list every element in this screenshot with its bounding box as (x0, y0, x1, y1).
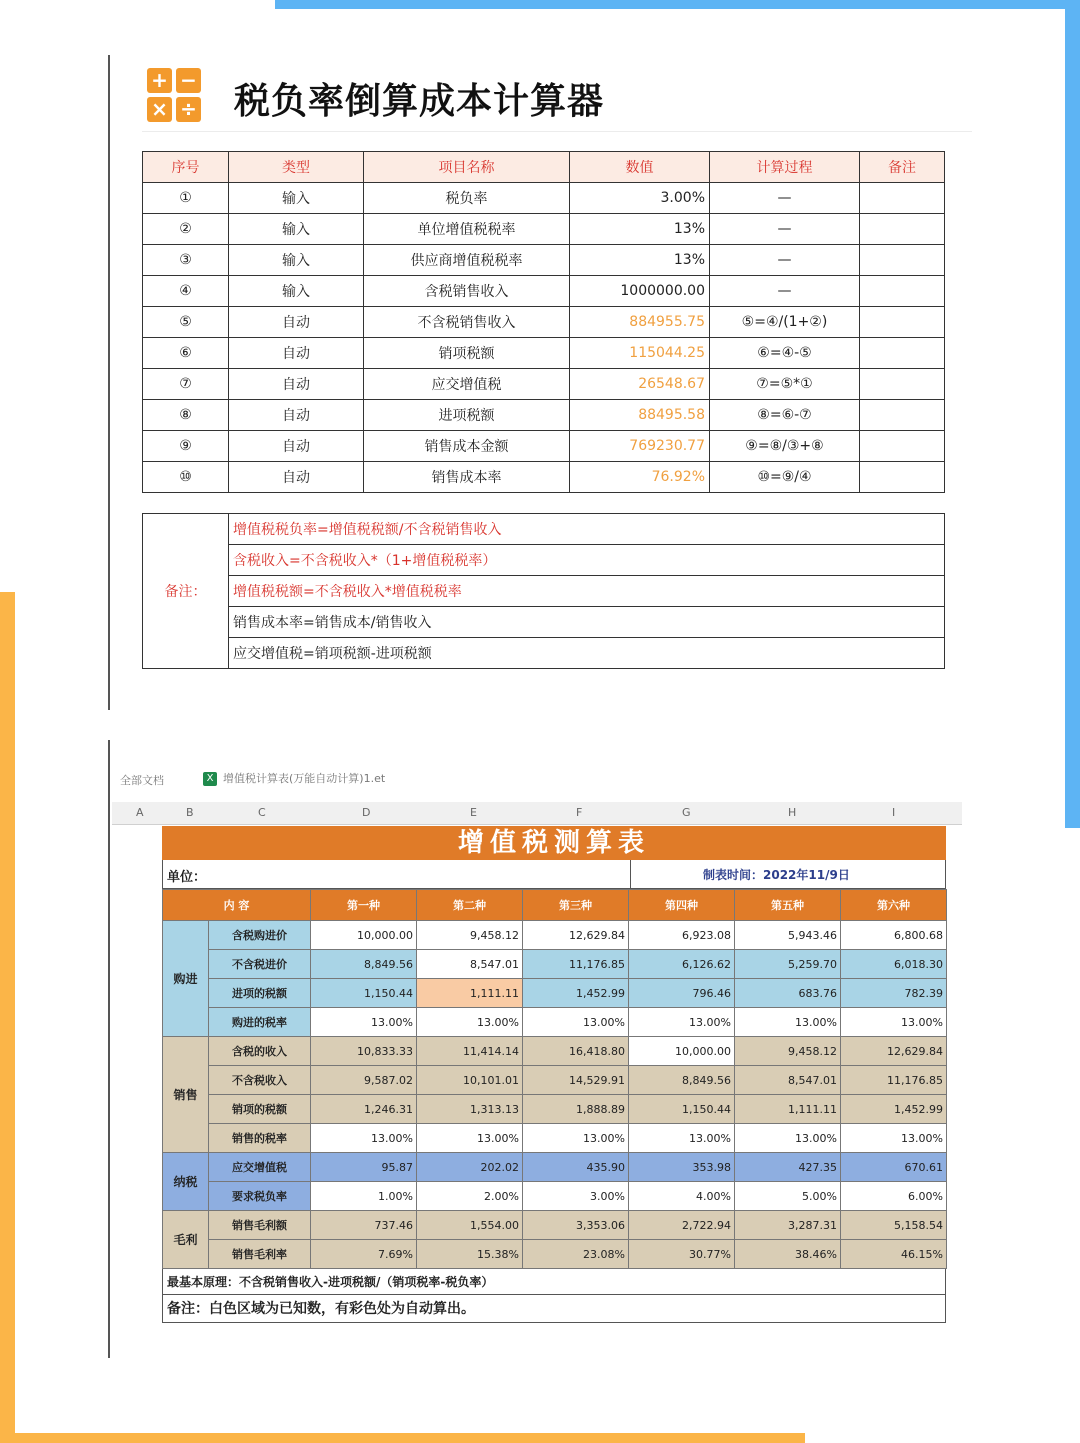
row-name[interactable]: 不含税销售收入 (364, 307, 570, 338)
vat-value-cell[interactable]: 6.00% (841, 1182, 947, 1211)
row-no[interactable]: ⑤ (143, 307, 229, 338)
vat-table (162, 889, 947, 1269)
vat-value-cell[interactable]: 13.00% (523, 1124, 629, 1153)
vat-value-cell[interactable]: 1,111.11 (417, 979, 523, 1008)
row-name[interactable]: 税负率 (364, 183, 570, 214)
row-no[interactable]: ④ (143, 276, 229, 307)
vat-header-cell[interactable]: 第六种 (841, 890, 947, 921)
vat-value-cell[interactable]: 3,353.06 (523, 1211, 629, 1240)
row-note[interactable] (860, 276, 945, 307)
vat-value-cell[interactable]: 1.00% (311, 1182, 417, 1211)
file-name: 增值税计算表(万能自动计算)1.et (223, 772, 386, 785)
row-process[interactable]: ⑦=⑤*① (710, 369, 860, 400)
vat-value-cell[interactable]: 353.98 (629, 1153, 735, 1182)
vat-value-cell[interactable]: 3,287.31 (735, 1211, 841, 1240)
row-note[interactable] (860, 214, 945, 245)
vat-value-cell[interactable]: 8,849.56 (311, 950, 417, 979)
row-value[interactable]: 3.00% (570, 183, 710, 214)
vat-header-cell[interactable]: 第一种 (311, 890, 417, 921)
vat-value-cell[interactable]: 46.15% (841, 1240, 947, 1269)
row-name[interactable]: 销售成本率 (364, 462, 570, 493)
note-item[interactable]: 增值税税负率=增值税税额/不含税销售收入 (229, 514, 945, 545)
row-type[interactable]: 输入 (229, 183, 364, 214)
vat-spreadsheet (108, 740, 962, 1358)
note-item[interactable]: 销售成本率=销售成本/销售收入 (229, 607, 945, 638)
vat-value-cell[interactable]: 5,158.54 (841, 1211, 947, 1240)
row-type[interactable]: 自动 (229, 338, 364, 369)
vat-item-label[interactable]: 应交增值税 (209, 1153, 311, 1182)
vat-value-cell[interactable]: 13.00% (417, 1124, 523, 1153)
vat-value-cell[interactable]: 13.00% (841, 1008, 947, 1037)
vat-value-cell[interactable]: 13.00% (629, 1008, 735, 1037)
row-name[interactable]: 供应商增值税税率 (364, 245, 570, 276)
row-no[interactable]: ⑦ (143, 369, 229, 400)
row-note[interactable] (860, 245, 945, 276)
vat-category[interactable]: 纳税 (163, 1153, 209, 1211)
row-no[interactable]: ① (143, 183, 229, 214)
vat-item-label[interactable]: 不含税收入 (209, 1066, 311, 1095)
row-type[interactable]: 输入 (229, 214, 364, 245)
calculator-header-row (143, 152, 945, 183)
file-tab[interactable] (203, 770, 385, 786)
calculator-row (143, 214, 945, 245)
vat-value-cell[interactable]: 1,452.99 (523, 979, 629, 1008)
vat-category[interactable]: 购进 (163, 921, 209, 1037)
vat-value-cell[interactable]: 1,313.13 (417, 1095, 523, 1124)
header-value: 数值 (570, 152, 710, 183)
header-process: 计算过程 (710, 152, 860, 183)
vat-value-cell[interactable]: 683.76 (735, 979, 841, 1008)
vat-row (163, 1153, 947, 1182)
vat-value-cell[interactable]: 10,101.01 (417, 1066, 523, 1095)
vat-value-cell[interactable]: 8,547.01 (735, 1066, 841, 1095)
row-name[interactable]: 销售成本金额 (364, 431, 570, 462)
note-item[interactable]: 增值税税额=不含税收入*增值税税率 (229, 576, 945, 607)
vat-row (163, 1124, 947, 1153)
vat-row (163, 1037, 947, 1066)
vat-item-label[interactable]: 含税的收入 (209, 1037, 311, 1066)
row-note[interactable] (860, 307, 945, 338)
vat-value-cell[interactable]: 7.69% (311, 1240, 417, 1269)
header-no: 序号 (143, 152, 229, 183)
row-value[interactable]: 884955.75 (570, 307, 710, 338)
row-name[interactable]: 进项税额 (364, 400, 570, 431)
column-header[interactable]: F (576, 806, 583, 819)
vat-value-cell[interactable]: 11,176.85 (523, 950, 629, 979)
note-row (143, 545, 945, 576)
calculator-row (143, 183, 945, 214)
vat-value-cell[interactable]: 38.46% (735, 1240, 841, 1269)
vat-header-row (163, 890, 947, 921)
row-value[interactable]: 13% (570, 245, 710, 276)
unit-row (162, 860, 946, 889)
vat-value-cell[interactable]: 30.77% (629, 1240, 735, 1269)
note-row (143, 576, 945, 607)
vat-category[interactable]: 毛利 (163, 1211, 209, 1269)
vat-item-label[interactable]: 要求税负率 (209, 1182, 311, 1211)
decor-bottom-orange-bar (0, 1433, 805, 1443)
vat-value-cell[interactable]: 737.46 (311, 1211, 417, 1240)
row-type[interactable]: 输入 (229, 245, 364, 276)
vat-value-cell[interactable]: 12,629.84 (841, 1037, 947, 1066)
column-header[interactable]: C (258, 806, 266, 819)
row-process[interactable]: ⑧=⑥-⑦ (710, 400, 860, 431)
row-no[interactable]: ⑧ (143, 400, 229, 431)
row-type[interactable]: 自动 (229, 307, 364, 338)
vat-row (163, 1211, 947, 1240)
row-process[interactable]: ⑤=④/(1+②) (710, 307, 860, 338)
row-no[interactable]: ③ (143, 245, 229, 276)
vat-value-cell[interactable]: 5.00% (735, 1182, 841, 1211)
vat-value-cell[interactable]: 1,246.31 (311, 1095, 417, 1124)
calculator-row (143, 400, 945, 431)
vat-value-cell[interactable]: 9,458.12 (417, 921, 523, 950)
row-value[interactable]: 769230.77 (570, 431, 710, 462)
vat-value-cell[interactable]: 13.00% (629, 1124, 735, 1153)
column-header[interactable]: D (362, 806, 371, 819)
tax-calculator-sheet (108, 55, 972, 710)
vat-value-cell[interactable]: 2.00% (417, 1182, 523, 1211)
row-note[interactable] (860, 462, 945, 493)
vat-value-cell[interactable]: 1,452.99 (841, 1095, 947, 1124)
row-process[interactable]: ⑩=⑨/④ (710, 462, 860, 493)
formula-row[interactable]: 最基本原理：不含税销售收入-进项税额/（销项税率-税负率） (162, 1269, 946, 1295)
vat-value-cell[interactable]: 6,126.62 (629, 950, 735, 979)
calculator-row (143, 245, 945, 276)
vat-value-cell[interactable]: 4.00% (629, 1182, 735, 1211)
row-process[interactable]: — (710, 214, 860, 245)
vat-value-cell[interactable]: 15.38% (417, 1240, 523, 1269)
vat-value-cell[interactable]: 13.00% (523, 1008, 629, 1037)
column-header[interactable]: H (788, 806, 797, 819)
vat-value-cell[interactable]: 14,529.91 (523, 1066, 629, 1095)
column-header[interactable]: A (136, 806, 144, 819)
vat-row (163, 1240, 947, 1269)
vat-value-cell[interactable]: 5,943.46 (735, 921, 841, 950)
vat-value-cell[interactable]: 6,800.68 (841, 921, 947, 950)
row-process[interactable]: — (710, 183, 860, 214)
vat-value-cell[interactable]: 8,849.56 (629, 1066, 735, 1095)
vat-header-cell[interactable]: 第三种 (523, 890, 629, 921)
vat-value-cell[interactable]: 13.00% (311, 1008, 417, 1037)
row-value[interactable]: 1000000.00 (570, 276, 710, 307)
vat-value-cell[interactable]: 10,000.00 (629, 1037, 735, 1066)
vat-header-cell[interactable]: 内 容 (163, 890, 311, 921)
row-process[interactable]: ⑥=④-⑤ (710, 338, 860, 369)
row-type[interactable]: 输入 (229, 276, 364, 307)
column-header[interactable]: I (892, 806, 896, 819)
vat-table-block (162, 826, 946, 1323)
vat-value-cell[interactable]: 6,923.08 (629, 921, 735, 950)
vat-row (163, 979, 947, 1008)
notes-label: 备注： (143, 514, 229, 669)
row-no[interactable]: ⑥ (143, 338, 229, 369)
vat-value-cell[interactable]: 427.35 (735, 1153, 841, 1182)
header-type: 类型 (229, 152, 364, 183)
calculator-row (143, 276, 945, 307)
vat-item-label[interactable]: 进项的税额 (209, 979, 311, 1008)
vat-value-cell[interactable]: 1,150.44 (629, 1095, 735, 1124)
vat-value-cell[interactable]: 202.02 (417, 1153, 523, 1182)
breadcrumb-all-docs[interactable]: 全部文档 (120, 774, 164, 787)
row-process[interactable]: ⑨=⑧/③+⑧ (710, 431, 860, 462)
calculator-notes-table (142, 513, 945, 669)
header-note: 备注 (860, 152, 945, 183)
vat-value-cell[interactable]: 782.39 (841, 979, 947, 1008)
note-item[interactable]: 应交增值税=销项税额-进项税额 (229, 638, 945, 669)
row-name[interactable]: 应交增值税 (364, 369, 570, 400)
row-no[interactable]: ⑨ (143, 431, 229, 462)
calculator-row (143, 369, 945, 400)
row-note[interactable] (860, 369, 945, 400)
vat-header-cell[interactable]: 第四种 (629, 890, 735, 921)
column-header[interactable]: B (186, 806, 194, 819)
vat-value-cell[interactable]: 796.46 (629, 979, 735, 1008)
note-row (143, 607, 945, 638)
vat-row (163, 1008, 947, 1037)
calculator-row (143, 462, 945, 493)
row-value[interactable]: 76.92% (570, 462, 710, 493)
vat-value-cell[interactable]: 13.00% (735, 1008, 841, 1037)
vat-value-cell[interactable]: 5,259.70 (735, 950, 841, 979)
vat-row (163, 1182, 947, 1211)
row-no[interactable]: ⑩ (143, 462, 229, 493)
calculator-title: 税负率倒算成本计算器 (234, 81, 605, 122)
unit-label: 单位： (167, 870, 207, 885)
vat-item-label[interactable]: 购进的税率 (209, 1008, 311, 1037)
vat-value-cell[interactable]: 1,150.44 (311, 979, 417, 1008)
row-type[interactable]: 自动 (229, 369, 364, 400)
decor-right-blue-bar (1065, 0, 1080, 828)
vat-value-cell[interactable]: 670.61 (841, 1153, 947, 1182)
vat-header-cell[interactable]: 第二种 (417, 890, 523, 921)
row-note[interactable] (860, 400, 945, 431)
note-row (143, 638, 945, 669)
row-note[interactable] (860, 338, 945, 369)
vat-value-cell[interactable]: 1,888.89 (523, 1095, 629, 1124)
vat-value-cell[interactable]: 10,833.33 (311, 1037, 417, 1066)
vat-value-cell[interactable]: 13.00% (417, 1008, 523, 1037)
row-note[interactable] (860, 183, 945, 214)
header-name: 项目名称 (364, 152, 570, 183)
vat-value-cell[interactable]: 9,458.12 (735, 1037, 841, 1066)
vat-value-cell[interactable]: 13.00% (841, 1124, 947, 1153)
row-name[interactable]: 销项税额 (364, 338, 570, 369)
vat-item-label[interactable]: 不含税进价 (209, 950, 311, 979)
row-process[interactable]: — (710, 245, 860, 276)
vat-item-label[interactable]: 销售毛利率 (209, 1240, 311, 1269)
vat-value-cell[interactable]: 11,414.14 (417, 1037, 523, 1066)
column-header-bar (112, 802, 962, 825)
vat-value-cell[interactable]: 11,176.85 (841, 1066, 947, 1095)
vat-value-cell[interactable]: 16,418.80 (523, 1037, 629, 1066)
vat-value-cell[interactable]: 1,111.11 (735, 1095, 841, 1124)
calculator-row (143, 307, 945, 338)
vat-row (163, 950, 947, 979)
calculator-row (143, 338, 945, 369)
vat-value-cell[interactable]: 6,018.30 (841, 950, 947, 979)
row-value[interactable]: 88495.58 (570, 400, 710, 431)
row-type[interactable]: 自动 (229, 462, 364, 493)
vat-value-cell[interactable]: 435.90 (523, 1153, 629, 1182)
vat-value-cell[interactable]: 10,000.00 (311, 921, 417, 950)
vat-row (163, 1095, 947, 1124)
row-value[interactable]: 115044.25 (570, 338, 710, 369)
vat-value-cell[interactable]: 13.00% (311, 1124, 417, 1153)
spreadsheet-file-icon: X (203, 772, 217, 786)
vat-value-cell[interactable]: 1,554.00 (417, 1211, 523, 1240)
vat-value-cell[interactable]: 3.00% (523, 1182, 629, 1211)
row-process[interactable]: — (710, 276, 860, 307)
calculator-row (143, 431, 945, 462)
vat-value-cell[interactable]: 2,722.94 (629, 1211, 735, 1240)
vat-row (163, 1066, 947, 1095)
vat-table-banner: 增值税测算表 (162, 826, 946, 860)
vat-item-label[interactable]: 销项的税额 (209, 1095, 311, 1124)
column-header[interactable]: G (682, 806, 691, 819)
vat-header-cell[interactable]: 第五种 (735, 890, 841, 921)
row-type[interactable]: 自动 (229, 431, 364, 462)
row-type[interactable]: 自动 (229, 400, 364, 431)
vat-value-cell[interactable]: 23.08% (523, 1240, 629, 1269)
column-header[interactable]: E (470, 806, 477, 819)
calculator-table (142, 151, 945, 493)
vat-value-cell[interactable]: 13.00% (735, 1124, 841, 1153)
decor-top-blue-bar (275, 0, 1080, 9)
vat-value-cell[interactable]: 95.87 (311, 1153, 417, 1182)
row-value[interactable]: 26548.67 (570, 369, 710, 400)
remark-row[interactable]: 备注：白色区域为已知数，有彩色处为自动算出。 (162, 1295, 946, 1323)
vat-category[interactable]: 销售 (163, 1037, 209, 1153)
row-name[interactable]: 含税销售收入 (364, 276, 570, 307)
vat-item-label[interactable]: 含税购进价 (209, 921, 311, 950)
row-value[interactable]: 13% (570, 214, 710, 245)
calculator-icon: + − × ÷ (147, 68, 203, 124)
row-name[interactable]: 单位增值税税率 (364, 214, 570, 245)
vat-item-label[interactable]: 销售的税率 (209, 1124, 311, 1153)
vat-value-cell[interactable]: 8,547.01 (417, 950, 523, 979)
row-note[interactable] (860, 431, 945, 462)
note-item[interactable]: 含税收入=不含税收入*（1+增值税税率） (229, 545, 945, 576)
vat-row (163, 921, 947, 950)
vat-value-cell[interactable]: 12,629.84 (523, 921, 629, 950)
title-divider (142, 131, 972, 132)
row-no[interactable]: ② (143, 214, 229, 245)
vat-value-cell[interactable]: 9,587.02 (311, 1066, 417, 1095)
note-row (143, 514, 945, 545)
decor-left-orange-bar (0, 592, 15, 1443)
vat-item-label[interactable]: 销售毛利额 (209, 1211, 311, 1240)
made-time: 制表时间：2022年11/9日 (703, 868, 850, 882)
unit-separator (630, 860, 631, 888)
